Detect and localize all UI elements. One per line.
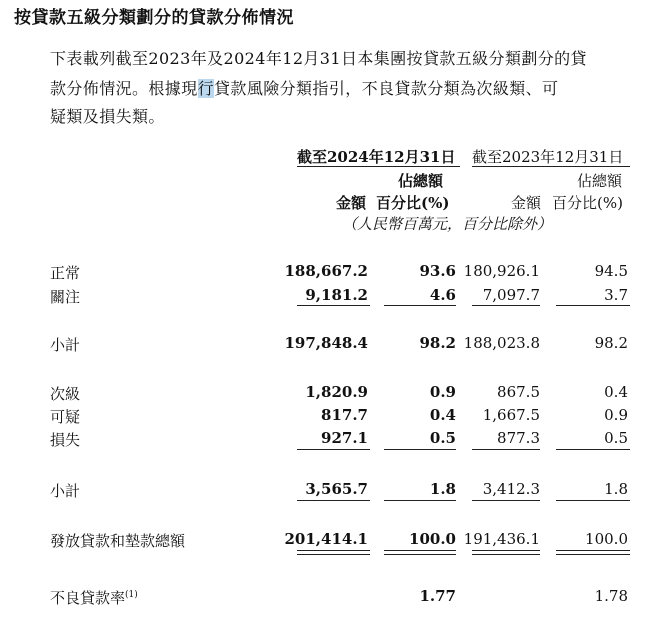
header-2024-underline bbox=[297, 166, 460, 167]
header-2024-pct-total: 佔總額 bbox=[398, 172, 444, 190]
row-label: 發放貸款和墊款總額 bbox=[50, 532, 186, 550]
cell-amount-2024: 817.7 bbox=[321, 406, 368, 424]
cell-pct-2024: 98.2 bbox=[419, 334, 456, 352]
cell-amount-2023: 7,097.7 bbox=[482, 286, 540, 304]
subtotal-rule bbox=[297, 305, 370, 306]
subtotal-rule bbox=[556, 305, 630, 306]
cell-amount-2024: 1,820.9 bbox=[305, 383, 368, 401]
row-label-npl-ratio bbox=[50, 587, 138, 608]
cell-amount-2023: 188,023.8 bbox=[463, 334, 540, 352]
intro-line-2-post: 貸款風險分類指引，不良貸款分類為次級類、可 bbox=[214, 79, 559, 98]
cell-amount-2023: 877.3 bbox=[497, 429, 540, 447]
header-2023-amount: 金額 bbox=[511, 194, 542, 212]
header-2023-pct: 百分比(%) bbox=[552, 194, 623, 212]
cell-amount-2023: 867.5 bbox=[497, 383, 540, 401]
row-label: 不良貸款率 bbox=[50, 589, 126, 607]
cell-pct-2023: 98.2 bbox=[594, 334, 628, 352]
row-label: 可疑 bbox=[50, 408, 81, 426]
row-label: 小計 bbox=[50, 482, 81, 500]
cell-amount-2024: 9,181.2 bbox=[305, 286, 368, 304]
total-double-rule bbox=[472, 550, 540, 555]
section-title: 按貸款五級分類劃分的貸款分佈情況 bbox=[14, 8, 294, 28]
total-rule bbox=[556, 500, 630, 501]
total-double-rule bbox=[384, 550, 456, 555]
cell-pct-2024: 1.77 bbox=[419, 587, 456, 605]
cell-pct-2023: 1.8 bbox=[604, 480, 628, 498]
cell-pct-2023: 0.9 bbox=[604, 406, 628, 424]
cell-pct-2023: 100.0 bbox=[585, 530, 628, 548]
cell-pct-2024: 0.9 bbox=[429, 383, 456, 401]
cell-amount-2024: 188,667.2 bbox=[284, 262, 368, 280]
subtotal-rule bbox=[297, 449, 370, 450]
cell-amount-2024: 197,848.4 bbox=[284, 334, 368, 352]
subtotal-rule bbox=[472, 305, 540, 306]
cell-amount-2023: 180,926.1 bbox=[463, 262, 540, 280]
cell-pct-2023: 0.5 bbox=[604, 429, 628, 447]
highlighted-text: 行 bbox=[197, 79, 215, 98]
cell-amount-2023: 191,436.1 bbox=[463, 530, 540, 548]
total-double-rule bbox=[556, 550, 630, 555]
cell-amount-2024: 201,414.1 bbox=[284, 530, 368, 548]
cell-amount-2023: 3,412.3 bbox=[482, 480, 540, 498]
cell-pct-2023: 1.78 bbox=[594, 587, 628, 605]
row-label: 小計 bbox=[50, 336, 81, 354]
intro-line-3: 疑類及損失類。 bbox=[50, 107, 165, 126]
total-double-rule bbox=[297, 550, 370, 555]
total-rule bbox=[472, 500, 540, 501]
header-2023-pct-total: 佔總額 bbox=[577, 172, 623, 190]
subtotal-rule bbox=[556, 449, 630, 450]
row-label: 損失 bbox=[50, 431, 81, 449]
cell-pct-2024: 1.8 bbox=[429, 480, 456, 498]
cell-pct-2024: 0.5 bbox=[429, 429, 456, 447]
total-rule bbox=[384, 500, 456, 501]
cell-amount-2023: 1,667.5 bbox=[482, 406, 540, 424]
intro-line-1: 下表載列截至2023年及2024年12月31日本集團按貸款五級分類劃分的貸 bbox=[50, 49, 587, 68]
intro-line-2-pre: 款分佈情況。根據現 bbox=[50, 79, 198, 98]
cell-pct-2024: 100.0 bbox=[409, 530, 456, 548]
row-label: 次級 bbox=[50, 385, 81, 403]
cell-pct-2024: 93.6 bbox=[419, 262, 456, 280]
cell-amount-2024: 927.1 bbox=[321, 429, 368, 447]
footnote-marker: (1) bbox=[125, 590, 138, 600]
row-label: 關注 bbox=[50, 288, 81, 306]
subtotal-rule bbox=[384, 449, 456, 450]
subtotal-rule bbox=[472, 449, 540, 450]
header-2024-amount: 金額 bbox=[336, 194, 367, 212]
unit-note: （人民幣百萬元，百分比除外） bbox=[342, 215, 553, 233]
cell-amount-2024: 3,565.7 bbox=[305, 480, 368, 498]
cell-pct-2023: 94.5 bbox=[594, 262, 628, 280]
subtotal-rule bbox=[384, 305, 456, 306]
total-rule bbox=[297, 500, 370, 501]
cell-pct-2024: 4.6 bbox=[429, 286, 456, 304]
header-2024-pct: 百分比(%) bbox=[376, 194, 450, 212]
header-2024: 截至2024年12月31日 bbox=[297, 148, 456, 166]
cell-pct-2023: 0.4 bbox=[604, 383, 628, 401]
header-2023: 截至2023年12月31日 bbox=[472, 148, 624, 166]
row-label: 正常 bbox=[50, 264, 81, 282]
intro-line-2 bbox=[50, 76, 558, 99]
header-2023-underline bbox=[472, 166, 630, 167]
cell-pct-2024: 0.4 bbox=[429, 406, 456, 424]
cell-pct-2023: 3.7 bbox=[604, 286, 628, 304]
